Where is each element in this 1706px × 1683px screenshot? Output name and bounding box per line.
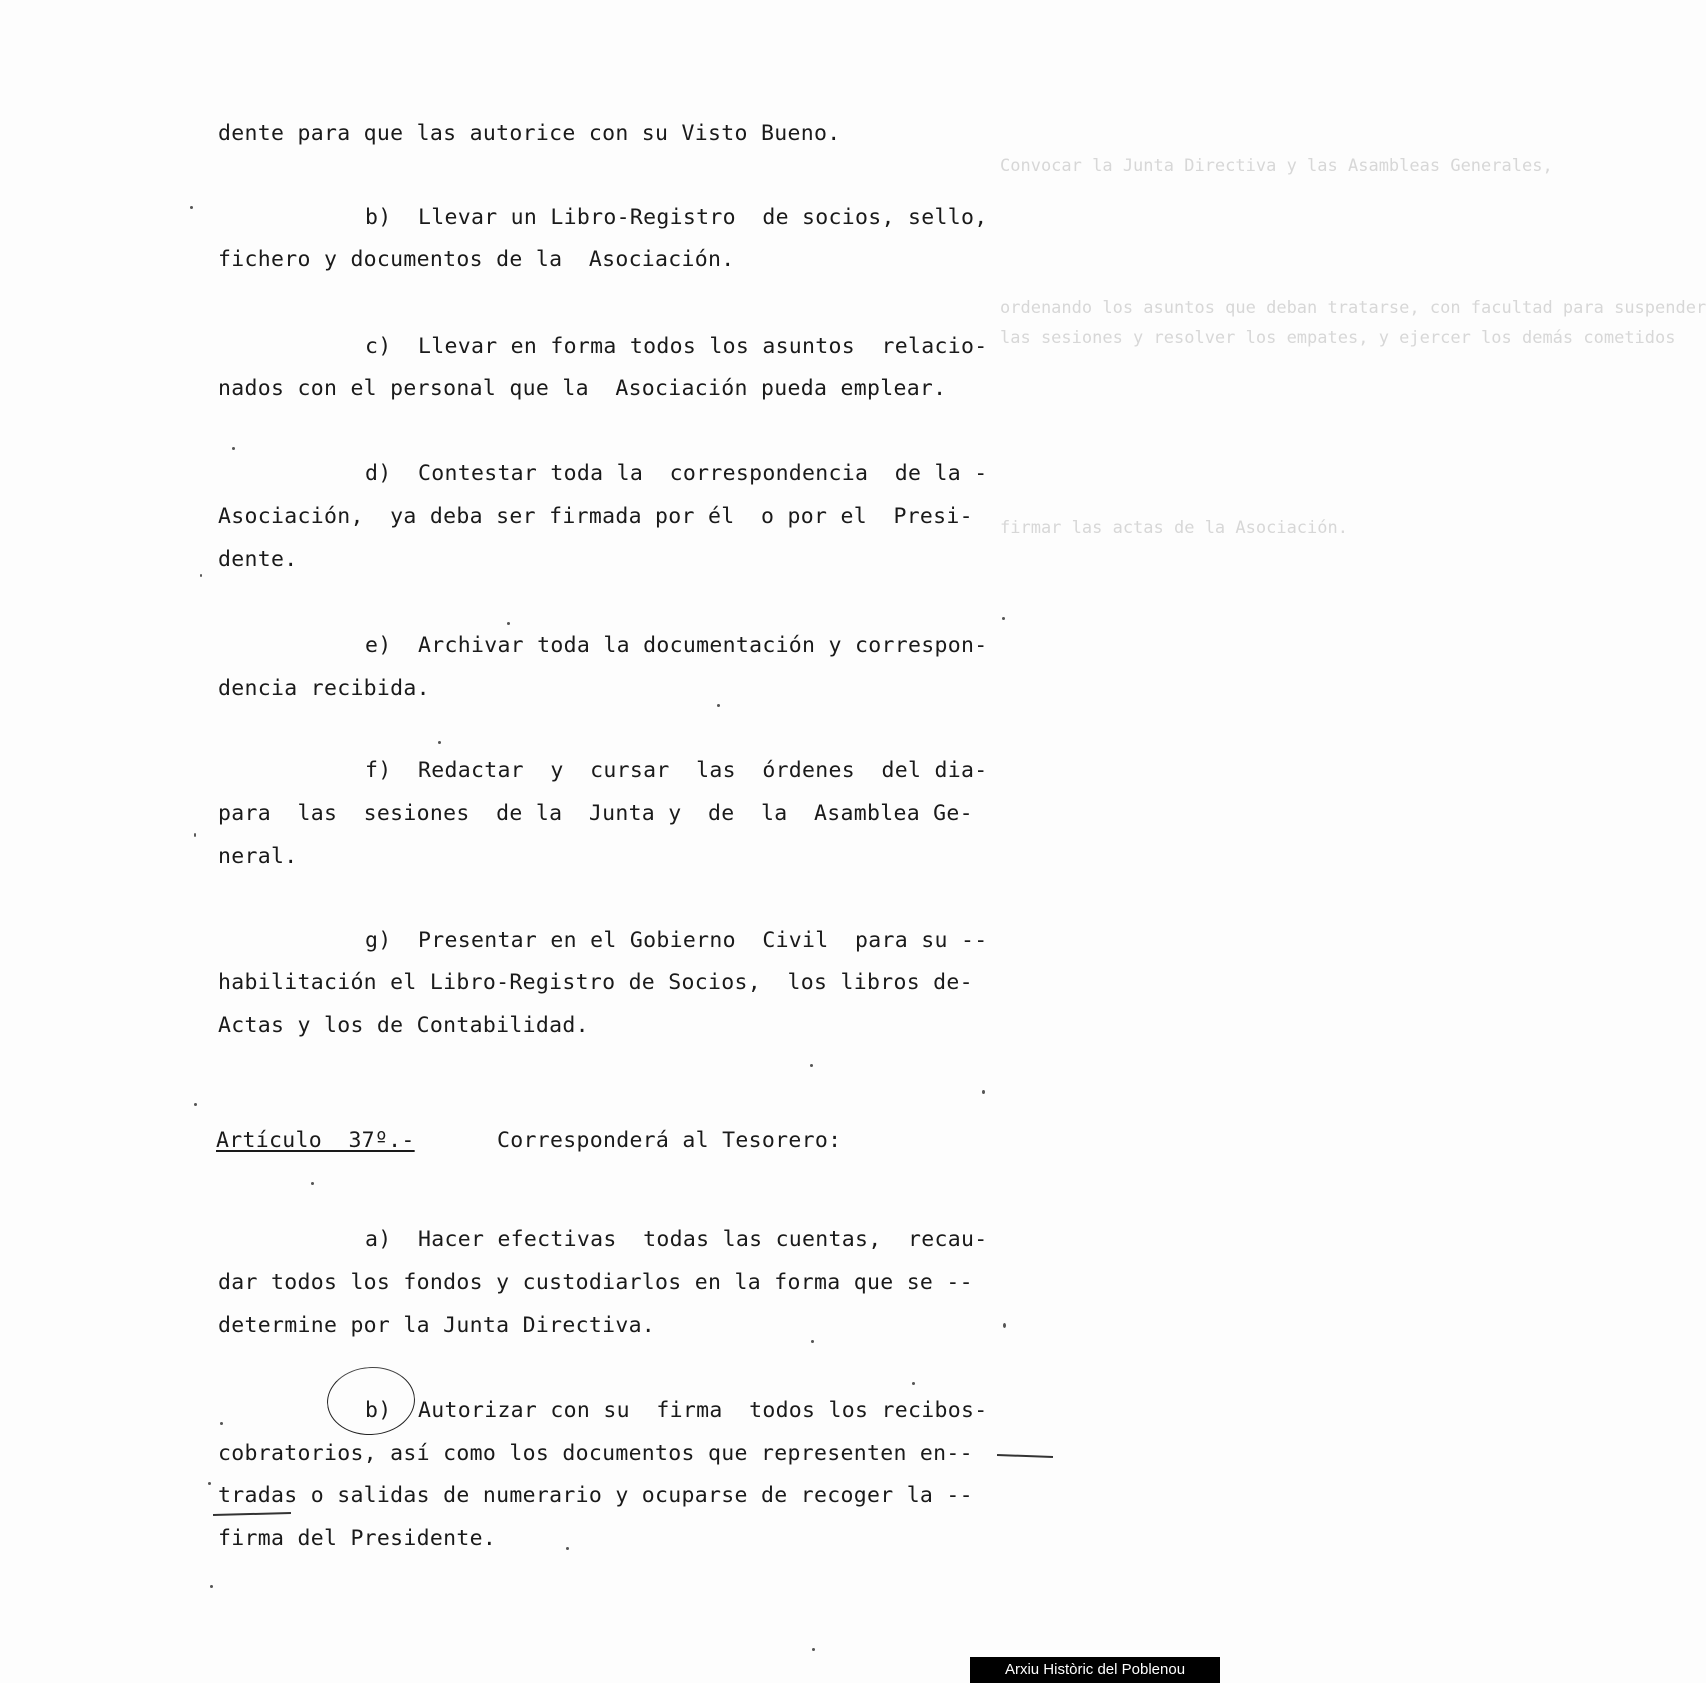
scan-speck bbox=[1002, 617, 1005, 620]
scan-speck bbox=[717, 704, 720, 707]
text-line: cobratorios, así como los documentos que representen en-- bbox=[218, 1441, 973, 1466]
bleed-through-text: firmar las actas de la Asociación. bbox=[1000, 518, 1348, 538]
article-heading: Artículo 37º.- bbox=[216, 1128, 415, 1153]
scan-speck bbox=[811, 1340, 814, 1343]
scan-speck bbox=[982, 1090, 985, 1094]
text-line: b) Llevar un Libro-Registro de socios, sello, bbox=[365, 205, 988, 230]
scan-speck bbox=[438, 741, 441, 744]
scan-speck bbox=[190, 206, 193, 209]
text-line: g) Presentar en el Gobierno Civil para su -- bbox=[365, 928, 988, 953]
scan-speck bbox=[912, 1382, 915, 1385]
text-line: dente. bbox=[218, 547, 298, 572]
article-intro: Corresponderá al Tesorero: bbox=[497, 1128, 842, 1153]
text-line: a) Hacer efectivas todas las cuentas, recau- bbox=[365, 1227, 988, 1252]
handwritten-circle bbox=[325, 1364, 418, 1438]
text-line: determine por la Junta Directiva. bbox=[218, 1313, 656, 1338]
bleed-through-text: Convocar la Junta Directiva y las Asambleas Generales, bbox=[1000, 156, 1553, 176]
scan-speck bbox=[507, 622, 510, 625]
scan-speck bbox=[200, 574, 202, 577]
scan-speck bbox=[232, 447, 235, 450]
scan-speck bbox=[1003, 1323, 1006, 1328]
text-line: para las sesiones de la Junta y de la Asamblea Ge- bbox=[218, 801, 973, 826]
text-line: dar todos los fondos y custodiarlos en la forma que se -- bbox=[218, 1270, 973, 1295]
scan-speck bbox=[812, 1648, 815, 1651]
text-line: dencia recibida. bbox=[218, 676, 430, 701]
text-line: Actas y los de Contabilidad. bbox=[218, 1013, 589, 1038]
text-line: b) Autorizar con su firma todos los recibos- bbox=[365, 1398, 988, 1423]
handwritten-underline bbox=[213, 1512, 291, 1516]
scan-speck bbox=[566, 1547, 569, 1550]
text-line: tradas o salidas de numerario y ocuparse de recoger la -- bbox=[218, 1483, 973, 1508]
text-line: d) Contestar toda la correspondencia de la - bbox=[365, 461, 988, 486]
text-line: dente para que las autorice con su Visto Bueno. bbox=[218, 121, 841, 146]
text-line: f) Redactar y cursar las órdenes del dia- bbox=[365, 758, 988, 783]
bleed-through-text: ordenando los asuntos que deban tratarse, con facultad para suspender bbox=[1000, 298, 1706, 318]
text-line: neral. bbox=[218, 844, 298, 869]
scan-speck bbox=[311, 1182, 314, 1185]
scan-speck bbox=[210, 1585, 213, 1588]
scan-speck bbox=[194, 833, 196, 837]
text-line: Asociación, ya deba ser firmada por él o por el Presi- bbox=[218, 504, 973, 529]
scan-speck bbox=[208, 1482, 211, 1485]
text-line: fichero y documentos de la Asociación. bbox=[218, 247, 735, 272]
scan-speck bbox=[220, 1422, 223, 1425]
archive-watermark: Arxiu Històric del Poblenou bbox=[970, 1657, 1220, 1683]
text-line: e) Archivar toda la documentación y correspon- bbox=[365, 633, 988, 658]
scan-speck bbox=[194, 1103, 197, 1106]
bleed-through-text: las sesiones y resolver los empates, y ejercer los demás cometidos bbox=[1000, 328, 1676, 348]
text-line: habilitación el Libro-Registro de Socios, los libros de- bbox=[218, 970, 973, 995]
text-line: nados con el personal que la Asociación pueda emplear. bbox=[218, 376, 947, 401]
text-line: c) Llevar en forma todos los asuntos relacio- bbox=[365, 334, 988, 359]
text-line: firma del Presidente. bbox=[218, 1526, 497, 1551]
scan-speck bbox=[810, 1064, 813, 1067]
